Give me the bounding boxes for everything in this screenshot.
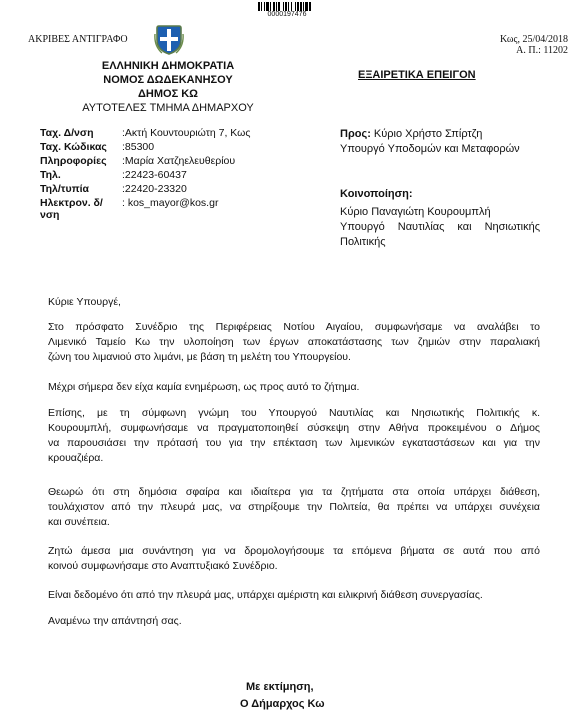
paragraph-1	[48, 320, 540, 365]
cc-title-line: Πολιτικής	[340, 236, 386, 248]
text-line: κοινού συμφωνήσαμε στο Αναπτυξιακό Συνέδριο.	[48, 560, 278, 572]
header-line-municipality: ΔΗΜΟΣ ΚΩ	[138, 88, 198, 100]
barcode-number: 0000197476	[267, 11, 307, 18]
text-line: να παρουσιάσει την πρότασή του για την επέκταση των λιμενικών εγκαταστάσεων και για την	[48, 437, 540, 449]
paragraph-7: Αναμένω την απάντησή σας.	[48, 615, 182, 627]
recipient-label: Προς:	[340, 128, 371, 140]
text-line: Στο πρόσφατο Συνέδριο της Περιφέρειας Νοτίου Αιγαίου, συμφωνήσαμε να αναλάβει το	[48, 321, 540, 333]
paragraph-3	[48, 406, 540, 466]
info-label: Πληροφορίες	[40, 155, 107, 167]
info-label: Ηλεκτρον. δ/νση	[40, 197, 103, 221]
header-line-prefecture: ΝΟΜΟΣ ΔΩΔΕΚΑΝΗΣΟΥ	[103, 74, 233, 86]
paragraph-5	[48, 544, 540, 574]
header-line-country: ΕΛΛΗΝΙΚΗ ΔΗΜΟΚΡΑΤΙΑ	[101, 60, 235, 72]
text-line: κρουαζιέρα.	[48, 452, 104, 464]
info-label: Ταχ. Δ/νση	[40, 127, 94, 139]
info-value: :22420-23320	[122, 183, 187, 195]
recipient	[340, 128, 482, 140]
cc-title: Κοινοποίηση:	[340, 188, 413, 200]
info-row-contact	[40, 155, 235, 167]
text-line: ζώνη του λιμανιού στο λιμάνι, με βάση τη μελέτη του Υπουργείου.	[48, 351, 351, 363]
text-line: Κουρουμπλή, συμφωνήσαμε να πραγματοποιηθεί σύσκεψη στην Αθήνα προκειμένου ο Δήμος	[48, 422, 540, 434]
info-row-postcode	[40, 141, 154, 153]
info-value: : kos_mayor@kos.gr	[122, 197, 219, 209]
info-row-fax	[40, 183, 187, 195]
info-value: :85300	[122, 141, 155, 153]
info-label: Τηλ.	[40, 169, 61, 181]
text-line: Επίσης, με τη σύμφωνη γνώμη του Υπουργού Ναυτιλίας και Νησιωτικής Πολιτικής κ.	[48, 407, 540, 419]
recipient-title: Υπουργό Υποδομών και Μεταφορών	[340, 143, 520, 155]
info-label: Τηλ/τυπία	[40, 183, 90, 195]
salutation: Κύριε Υπουργέ,	[48, 296, 121, 308]
text-line: τουλάχιστον από την πλευρά μας, να στηρίξουμε την Πολιτεία, θα πρέπει να υπάρχει συνέχεια	[48, 501, 540, 513]
info-value: :22423-60437	[122, 169, 187, 181]
coat-of-arms-icon	[154, 24, 184, 56]
paragraph-4	[48, 485, 540, 530]
info-row-address	[40, 127, 250, 139]
date-line: Κως, 25/04/2018	[500, 34, 568, 45]
barcode	[258, 2, 316, 11]
copy-mark: ΑΚΡΙΒΕΣ ΑΝΤΙΓΡΑΦΟ	[28, 34, 128, 45]
closing-signatory: Ο Δήμαρχος Κω	[240, 698, 325, 710]
paragraph-2: Μέχρι σήμερα δεν είχα καμία ενημέρωση, ως προς αυτό το ζήτημα.	[48, 381, 360, 393]
urgent-label: ΕΞΑΙΡΕΤΙΚΑ ΕΠΕΙΓΟΝ	[358, 69, 476, 81]
text-line: Ζητώ άμεσα μια συνάντηση για να δρομολογήσουμε τα επόμενα βήματα σε αυτά που από	[48, 545, 540, 557]
info-value: :Ακτή Κουντουριώτη 7, Κως	[122, 127, 251, 139]
info-row-email	[40, 197, 218, 221]
recipient-name: Κύριο Χρήστο Σπίρτζη	[370, 128, 483, 140]
cc-name: Κύριο Παναγιώτη Κουρουμπλή	[340, 206, 491, 218]
info-value: :Μαρία Χατζηελευθερίου	[122, 155, 236, 167]
text-line: Λιμενικό Ταμείο Κω την υλοποίηση των έργων αποκατάστασης των ζημιών στην παραλιακή	[48, 336, 540, 348]
info-row-phone	[40, 169, 187, 181]
cc-title-line: Υπουργό Ναυτιλίας και Νησιωτικής	[340, 221, 540, 233]
info-label: Ταχ. Κώδικας	[40, 141, 107, 153]
paragraph-6: Είναι δεδομένο ότι από την πλευρά μας, υπάρχει αμέριστη και ειλικρινή διάθεση συνεργασίας.	[48, 589, 483, 601]
closing-regards: Με εκτίμηση,	[246, 681, 314, 693]
text-line: και συνέπεια.	[48, 516, 110, 528]
header-line-department: ΑΥΤΟΤΕΛΕΣ ΤΜΗΜΑ ΔΗΜΑΡΧΟΥ	[82, 102, 254, 114]
protocol-number: Α. Π.: 11202	[516, 45, 568, 56]
barcode-bar	[309, 2, 311, 11]
text-line: Θεωρώ ότι στη δημόσια σφαίρα και ιδιαίτερα για τα ζητήματα στα οποία υπάρχει διάθεση,	[48, 486, 540, 498]
